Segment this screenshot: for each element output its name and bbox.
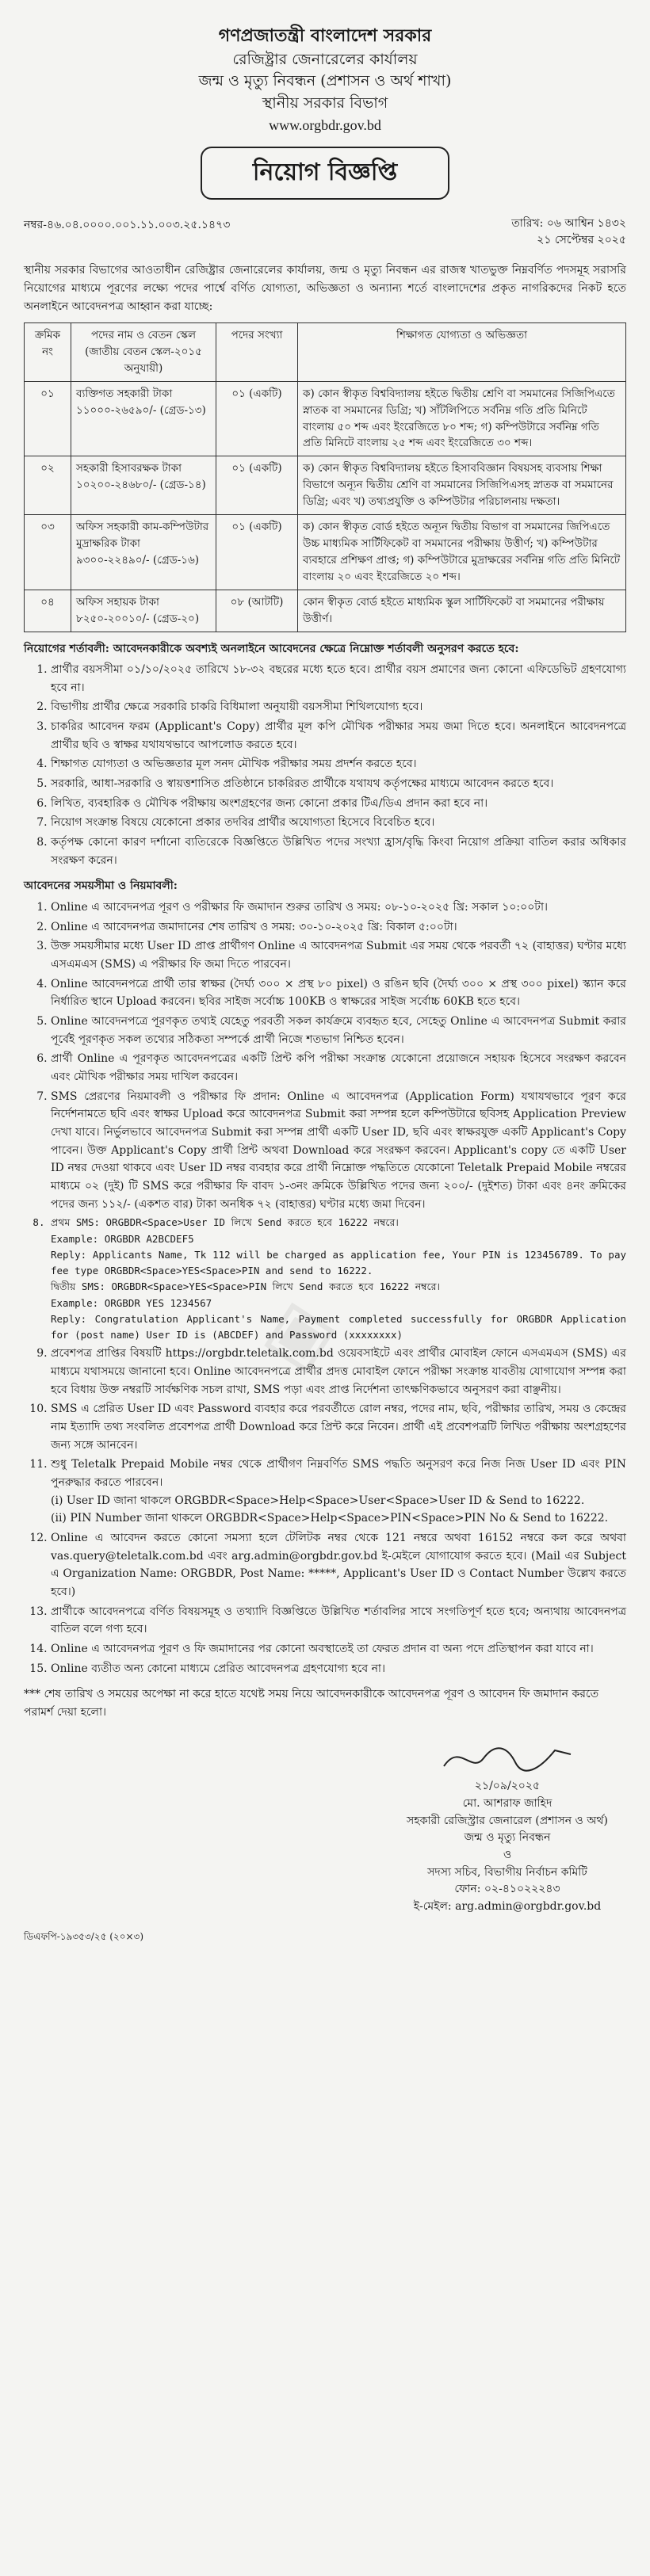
row-qualification: কোন স্বীকৃত বোর্ড হইতে মাধ্যমিক স্কুল সার্টিফিকেট বা সমমানের পরীক্ষায় উত্তীর্ণ।: [298, 590, 626, 632]
signature-date: ২১/০৯/২০২৫: [474, 1780, 541, 1793]
sms-instructions: 8. প্রথম SMS: ORGBDR<Space>User ID লিখে Send করতে হবে 16222 নম্বরে। Example: ORGBDR A2BCDEF5 Reply: Applicants Name, Tk 112 will be charged as application fee, Your PIN is 123456789. To pay fee type ORGBDR<Space>YES<Space>PIN and send to 16222. দ্বিতীয় SMS: ORGBDR<Space>YES<Space>PIN লিখে Send করতে হবে 16222 নম্বরে। Example: ORGBDR YES 1234567 Reply: Congratulation Applicant's Name, Payment completed successfully for ORGBDR Application for (post name) User ID is (ABCDEF) and Password (xxxxxxxx): [51, 1215, 626, 1343]
gov-name: গণপ্রজাতন্ত্রী বাংলাদেশ সরকার: [218, 25, 432, 46]
signatory-office: জন্ম ও মৃত্যু নিবন্ধন: [464, 1831, 551, 1845]
list-item: 10. SMS এ প্রেরিত User ID এবং Password ব্যবহার করে পরবর্তীতে রোল নম্বর, পদের নাম, ছবি, পরীক্ষার তারিখ, সময় ও কেন্দ্রের নাম ইত্যাদি তথ্য সংবলিত প্রবেশপত্র প্রার্থী Download করে প্রিন্ট করে নিবেন। প্রার্থী এই প্রবেশপত্রটি লিখিত পরীক্ষায় অংশগ্রহণের জন্য সঙ্গে আনবেন।: [51, 1400, 626, 1454]
list-item: 13. প্রার্থীকে আবেদনপত্রে বর্ণিত বিষয়সমূহ ও তথ্যাদি বিজ্ঞপ্তিতে উল্লিখিত শর্তাবলির সাথে সংগতিপূর্ণ হতে হবে; অন্যথায় আবেদনপত্র বাতিল বলে গণ্য হবে।: [51, 1603, 626, 1639]
list-item: 14. Online এ আবেদনপত্র পূরণ ও ফি জমাদানের পর কোনো অবস্থাতেই তা ফেরত প্রদান বা অন্য পদে প্রতিস্থাপন করা যাবে না।: [51, 1640, 626, 1658]
letterhead: [24, 24, 626, 135]
notice-page: [24, 0, 626, 1946]
page-title: নিয়োগ বিজ্ঞপ্তি: [201, 147, 449, 200]
row-post: ব্যক্তিগত সহকারী টাকা ১১০০০-২৬৫৯০/- (গ্রেড-১৩): [71, 381, 216, 456]
terms-heading: নিয়োগের শর্তাবলী: আবেদনকারীকে অবশ্যই অনলাইনে আবেদনের ক্ষেত্রে নিম্নোক্ত শর্তাবলী অনুসরণ করতে হবে:: [24, 642, 519, 655]
signatory-phone: ফোন: ০২-৪১০২২২৪৩: [454, 1883, 560, 1896]
list-item: 4. Online আবেদনপত্রে প্রার্থী তার স্বাক্ষর (দৈর্ঘ্য ৩০০ × প্রস্থ ৮০ pixel) ও রঙিন ছবি (দৈর্ঘ্য ৩০০ × প্রস্থ ৩০০ pixel) স্ক্যান করে নির্ধারিত স্থানে Upload করবেন। ছবির সাইজ সর্বোচ্চ 100KB ও স্বাক্ষরের সাইজ সর্বোচ্চ 60KB হতে হবে।: [51, 975, 626, 1011]
signature-block: [24, 1738, 626, 1916]
pin-recovery: 11. শুধু Teletalk Prepaid Mobile নম্বর থেকে প্রার্থীগণ নিম্নবর্ণিত SMS পদ্ধতি অনুসরণ করে নিজ নিজ User ID এবং PIN পুনরুদ্ধার করতে পারবেন। (i) User ID জানা থাকলে ORGBDR<Space>Help<Space>User<Space>User ID & Send to 16222. (ii) PIN Number জানা থাকলে ORGBDR<Space>Help<Space>PIN<Space>PIN No & Send to 16222.: [51, 1456, 626, 1528]
division-name: স্থানীয় সরকার বিভাগ: [262, 93, 388, 112]
signatory-designation: সহকারী রেজিস্ট্রার জেনারেল (প্রশাসন ও অর্থ): [407, 1814, 608, 1827]
list-item: 5. Online আবেদনপত্রে পূরণকৃত তথ্যই যেহেতু পরবর্তী সকল কার্যক্রমে ব্যবহৃত হবে, সেহেতু Online এ আবেদনপত্র Submit করার পূর্বেই পূরণকৃত সকল তথ্যের সঠিকতা সম্পর্কে প্রার্থী নিজে শতভাগ নিশ্চিত হবেন।: [51, 1013, 626, 1048]
list-item: 2. বিভাগীয় প্রার্থীর ক্ষেত্রে সরকারি চাকরি বিধিমালা অনুযায়ী বয়সসীমা শিথিলযোগ্য হবে।: [51, 698, 626, 716]
row-serial: ০৩: [25, 515, 71, 590]
row-serial: ০৪: [25, 590, 71, 632]
memo-date: [511, 216, 626, 249]
row-post: অফিস সহায়ক টাকা ৮২৫০-২০০১০/- (গ্রেড-২০): [71, 590, 216, 632]
list-item: 7. SMS প্রেরণের নিয়মাবলী ও পরীক্ষার ফি প্রদান: Online এ আবেদনপত্র (Application Form) যথাযথভাবে পূরণ করে নির্দেশনামতে ছবি এবং স্বাক্ষর Upload করে আবেদনপত্র Submit করা সম্পন্ন হলে কম্পিউটারে ছবিসহ Application Preview দেখা যাবে। নির্ভুলভাবে আবেদনপত্র Submit করা সম্পন্ন প্রার্থী একটি User ID, ছবি এবং স্বাক্ষরযুক্ত একটি Applicant's Copy পাবেন। উক্ত Applicant's Copy প্রার্থী প্রিন্ট অথবা Download করে সংরক্ষণ করবেন। Applicant's copy তে একটি User ID নম্বর দেওয়া থাকবে এবং User ID নম্বর ব্যবহার করে প্রার্থী নিম্নোক্ত পদ্ধতিতে যেকোনো Teletalk Prepaid Mobile নম্বরের মাধ্যমে ০২ (দুই) টি SMS করে পরীক্ষার ফি বাবদ ১-৩নং ক্রমিকে উল্লিখিত পদের জন্য ২০০/- (দুইশত) টাকা এবং ৪নং ক্রমিকের পদের জন্য ১১২/- (একশত বার) টাকা অনধিক ৭২ (বাহাত্তর) ঘণ্টার মধ্যে জমা দিবেন।: [51, 1088, 626, 1214]
signatory-email[interactable]: ই-মেইল: arg.admin@orgbdr.gov.bd: [413, 1899, 602, 1913]
list-item: 7. নিয়োগ সংক্রান্ত বিষয়ে যেকোনো প্রকার তদবির প্রার্থীর অযোগ্যতা হিসেবে বিবেচিত হবে।: [51, 814, 626, 832]
row-count: ০১ (একটি): [216, 456, 298, 515]
office-name: রেজিষ্ট্রার জেনারেলের কার্যালয়: [232, 50, 418, 68]
row-count: ০১ (একটি): [216, 515, 298, 590]
website-link[interactable]: www.orgbdr.gov.bd: [269, 116, 381, 133]
list-item: 3. উক্ত সময়সীমার মধ্যে User ID প্রাপ্ত প্রার্থীগণ Online এ আবেদনপত্র Submit এর সময় থেকে পরবর্তী ৭২ (বাহাত্তর) ঘণ্টার মধ্যে এসএমএস (SMS) এ পরীক্ষার ফি জমা দিতে পারবেন।: [51, 937, 626, 973]
list-item: 6. লিখিত, ব্যবহারিক ও মৌখিক পরীক্ষায় অংশগ্রহণের জন্য কোনো প্রকার টিএ/ডিএ প্রদান করা হবে না।: [51, 795, 626, 813]
list-item: 5. সরকারি, আধা-সরকারি ও স্বায়ত্তশাসিত প্রতিষ্ঠানে চাকরিরত প্রার্থীকে যথাযথ কর্তৃপক্ষের মাধ্যমে আবেদন করতে হবে।: [51, 775, 626, 793]
list-item: 6. প্রার্থী Online এ পূরণকৃত আবেদনপত্রের একটি প্রিন্ট কপি পরীক্ষা সংক্রান্ত যেকোনো প্রয়োজনে সহায়ক হিসেবে সংরক্ষণ করবেন এবং মৌখিক পরীক্ষার সময় দাখিল করবেন।: [51, 1050, 626, 1086]
row-count: ০৮ (আটটি): [216, 590, 298, 632]
list-item: 2. Online এ আবেদনপত্র জমাদানের শেষ তারিখ ও সময়: ৩০-১০-২০২৫ খ্রি: বিকাল ৫:০০টা।: [51, 918, 626, 937]
row-serial: ০২: [25, 456, 71, 515]
header-serial: ক্রমিক নং: [25, 322, 71, 381]
memo-number: নম্বর-৪৬.০৪.০০০০.০০১.১১.০০৩.২৫.১৪৭৩: [24, 218, 231, 231]
header-post: পদের নাম ও বেতন স্কেল (জাতীয় বেতন স্কেল-২০১৫ অনুযায়ী): [71, 322, 216, 381]
date-bangla: তারিখ: ০৬ আশ্বিন ১৪৩২: [511, 216, 626, 230]
list-item: 3. চাকরির আবেদন ফরম (Applicant's Copy) প্রার্থীর মূল কপি মৌখিক পরীক্ষার সময় জমা দিতে হবে। অনলাইনে আবেদনপত্রে প্রার্থীর ছবি ও স্বাক্ষর যথাযথভাবে আপলোড করতে হবে।: [51, 718, 626, 754]
terms-list: [24, 661, 626, 869]
closing-note: *** শেষ তারিখ ও সময়ের অপেক্ষা না করে হাতে যথেষ্ট সময় নিয়ে আবেদনকারীকে আবেদনপত্র পূরণ ও আবেদন ফি জমাদান করতে পরামর্শ দেয়া হলো।: [24, 1688, 599, 1719]
header-count: পদের সংখ্যা: [216, 322, 298, 381]
list-item: 12. Online এ আবেদন করতে কোনো সমস্যা হলে টেলিটক নম্বর থেকে 121 নম্বরে অথবা 16152 নম্বরে কল করে অথবা vas.query@teletalk.com.bd এবং arg.admin@orgbdr.gov.bd ই-মেইলে যোগাযোগ করতে হবে। (Mail এর Subject এ Organization Name: ORGBDR, Post Name: *****, Applicant's User ID ও Contact Number উল্লেখ করতে হবে।): [51, 1529, 626, 1601]
list-item: 15. Online ব্যতীত অন্য কোনো মাধ্যমে প্রেরিত আবেদনপত্র গ্রহণযোগ্য হবে না।: [51, 1660, 626, 1678]
list-item: 1. Online এ আবেদনপত্র পূরণ ও পরীক্ষার ফি জমাদান শুরুর তারিখ ও সময়: ০৮-১০-২০২৫ খ্রি: সকাল ১০:০০টা।: [51, 899, 626, 917]
signatory-committee: সদস্য সচিব, বিভাগীয় নির্বাচন কমিটি: [427, 1865, 587, 1879]
row-qualification: ক) কোন স্বীকৃত বোর্ড হইতে অন্যূন দ্বিতীয় বিভাগ বা সমমানের জিপিএতে উচ্চ মাধ্যমিক সার্টিফিকেট বা সমমানের পরীক্ষায় উত্তীর্ণ; খ) কম্পিউটার ব্যবহারে প্রশিক্ষণ প্রাপ্ত; গ) কম্পিউটারে মুদ্রাক্ষরের সর্বনিম্ন গতি প্রতি মিনিটে বাংলায় ২০ এবং ইংরেজিতে ২০ শব্দ।: [298, 515, 626, 590]
row-post: সহকারী হিসাবরক্ষক টাকা ১০২০০-২৪৬৮০/- (গ্রেড-১৪): [71, 456, 216, 515]
posts-table: [24, 322, 626, 632]
row-count: ০১ (একটি): [216, 381, 298, 456]
date-gregorian: ২১ সেপ্টেম্বর ২০২৫: [537, 233, 626, 246]
memo-row: [24, 216, 626, 249]
row-qualification: ক) কোন স্বীকৃত বিশ্ববিদ্যালয় হইতে হিসাববিজ্ঞান বিষয়সহ ব্যবসায় শিক্ষা বিভাগে অন্যূন দ্বিতীয় শ্রেণি বা সমমানের সিজিপিএসহ স্নাতক বা সমমানের ডিগ্রি; এবং খ) তথ্যপ্রযুক্তি ও কম্পিউটার পরিচালনায় দক্ষতা।: [298, 456, 626, 515]
intro-paragraph: স্থানীয় সরকার বিভাগের আওতাধীন রেজিষ্ট্রার জেনারেলের কার্যালয়, জন্ম ও মৃত্যু নিবন্ধন এর রাজস্ব খাতভুক্ত নিম্নবর্ণিত পদসমূহ সরাসরি নিয়োগের মাধ্যমে পূরণের লক্ষ্যে পদের পার্শ্বে বর্ণিত যোগ্যতা, অভিজ্ঞতা ও অন্যান্য শর্তে বাংলাদেশের প্রকৃত নাগরিকদের নিকট হতে অনলাইনে আবেদনপত্র আহ্বান করা যাচ্ছে:: [24, 263, 626, 313]
table-row: [25, 515, 626, 590]
table-header-row: [25, 322, 626, 381]
steps-heading: আবেদনের সময়সীমা ও নিয়মাবলী:: [24, 880, 178, 893]
signatory-name: মো. আশরাফ জাহিদ: [462, 1796, 552, 1810]
branch-name: জন্ম ও মৃত্যু নিবন্ধন (প্রশাসন ও অর্থ শাখা): [198, 72, 452, 90]
list-item: 1. প্রার্থীর বয়সসীমা ০১/১০/২০২৫ তারিখে ১৮-৩২ বছরের মধ্যে হতে হবে। প্রার্থীর বয়স প্রমাণের জন্য কোনো এফিডেভিট গ্রহণযোগ্য হবে না।: [51, 661, 626, 696]
signature-mark: [436, 1738, 579, 1778]
row-post: অফিস সহকারী কাম-কম্পিউটার মুদ্রাক্ষরিক টাকা ৯৩০০-২২৪৯০/- (গ্রেড-১৬): [71, 515, 216, 590]
watermark-shape: ◈: [250, 1269, 346, 1393]
table-row: [25, 381, 626, 456]
row-serial: ০১: [25, 381, 71, 456]
list-item: 4. শিক্ষাগত যোগ্যতা ও অভিজ্ঞতার মূল সনদ মৌখিক পরীক্ষার সময় প্রদর্শন করতে হবে।: [51, 755, 626, 773]
table-row: [25, 456, 626, 515]
table-row: [25, 590, 626, 632]
header-qualification: শিক্ষাগত যোগ্যতা ও অভিজ্ঞতা: [298, 322, 626, 381]
steps-list: [24, 899, 626, 1678]
row-qualification: ক) কোন স্বীকৃত বিশ্ববিদ্যালয় হইতে দ্বিতীয় শ্রেণি বা সমমানের সিজিপিএতে স্নাতক বা সমমানের ডিগ্রি; খ) সাঁটলিপিতে সর্বনিম্ন গতি প্রতি মিনিটে বাংলায় ৫০ শব্দ এবং ইংরেজিতে ৮০ শব্দ; গ) কম্পিউটারে সর্বনিম্ন গতি প্রতি মিনিটে বাংলায় ২৫ শব্দ এবং ইংরেজিতে ৩০ শব্দ।: [298, 381, 626, 456]
list-item: 8. কর্তৃপক্ষ কোনো কারণ দর্শানো ব্যতিরেকে বিজ্ঞপ্তিতে উল্লিখিত পদের সংখ্যা হ্রাস/বৃদ্ধি কিংবা নিয়োগ প্রক্রিয়া বাতিল করার অধিকার সংরক্ষণ করেন।: [51, 834, 626, 869]
list-item: 9. প্রবেশপত্র প্রাপ্তির বিষয়টি https://orgbdr.teletalk.com.bd ওয়েবসাইটে এবং প্রার্থীর মোবাইল ফোনে এসএমএস (SMS) এর মাধ্যমে যথাসময়ে জানানো হবে। Online আবেদনপত্রে প্রার্থীর প্রদত্ত মোবাইল ফোনে পরীক্ষা সংক্রান্ত যাবতীয় যোগাযোগ সম্পন্ন করা হবে বিধায় উক্ত নম্বরটি সার্বক্ষণিক সচল রাখা, SMS পড়া এবং প্রাপ্ত নির্দেশনা তাৎক্ষণিকভাবে অনুসরণ করা বাঞ্ছনীয়।: [51, 1345, 626, 1399]
signatory-and: ও: [503, 1848, 512, 1861]
dfp-reference: ডিএফপি-১৯৩৫৩/২৫ (২০×৩): [24, 1930, 144, 1942]
